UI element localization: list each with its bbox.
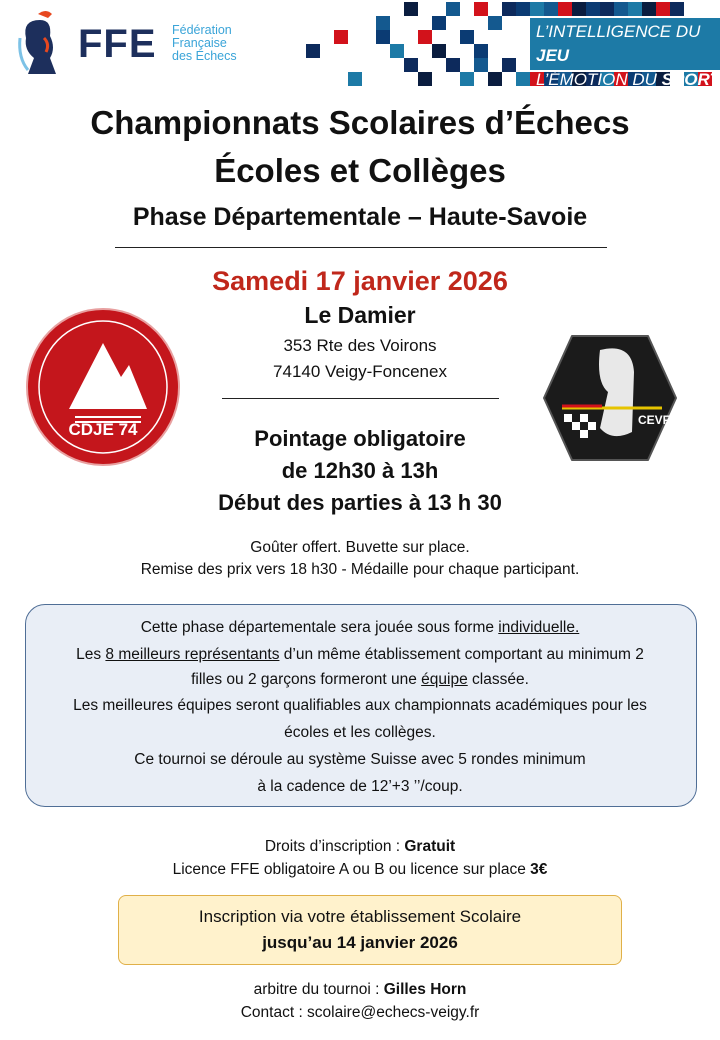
rules-line-3: filles ou 2 garçons formeront une équipe classée. <box>191 671 529 688</box>
referee-line: arbitre du tournoi : Gilles Horn <box>253 981 467 998</box>
registration-box <box>118 895 622 965</box>
banner-square <box>614 2 628 16</box>
banner-square <box>474 58 488 72</box>
banner-square <box>446 2 460 16</box>
banner-square <box>544 2 558 16</box>
banner-square <box>390 44 404 58</box>
rooster-chess-icon <box>16 8 66 84</box>
title-line-1: Championnats Scolaires d’Échecs <box>90 104 630 141</box>
event-date: Samedi 17 janvier 2026 <box>212 266 508 296</box>
banner-square <box>474 2 488 16</box>
ffe-name-line: Fédération <box>172 23 232 37</box>
banner-square <box>530 2 544 16</box>
banner-square <box>586 2 600 16</box>
start-time: Début des parties à 13 h 30 <box>218 490 502 515</box>
divider <box>222 398 499 399</box>
info-line-2: Remise des prix vers 18 h30 - Médaille pour chaque participant. <box>140 561 580 578</box>
banner-square <box>348 72 362 86</box>
rules-line-6: Ce tournoi se déroule au système Suisse avec 5 rondes minimum <box>134 751 586 768</box>
fees-line-2: Licence FFE obligatoire A ou B ou licence sur place 3€ <box>172 861 548 878</box>
banner-square <box>432 16 446 30</box>
title-line-2: Écoles et Collèges <box>214 152 506 189</box>
cdje-label: CDJE 74 <box>68 420 138 439</box>
banner-square <box>628 2 642 16</box>
divider <box>115 247 607 248</box>
ffe-name <box>172 24 237 63</box>
banner-square <box>404 2 418 16</box>
banner-square <box>572 2 586 16</box>
ffe-name-line: des Échecs <box>172 49 237 63</box>
banner-square <box>502 58 516 72</box>
banner-square <box>404 58 418 72</box>
ffe-logo <box>14 6 254 82</box>
rules-line-2: Les 8 meilleurs représentants d’un même établissement comportant au minimum 2 <box>76 646 644 663</box>
registration-line-1: Inscription via votre établissement Scolaire <box>198 907 522 926</box>
banner-square <box>488 72 502 86</box>
banner-square <box>446 58 460 72</box>
banner-square <box>460 72 474 86</box>
banner-square <box>460 30 474 44</box>
cevf-label: CEVF <box>637 413 671 427</box>
slogan: L’INTELLIGENCE DU JEU L’ÉMOTION DU SPORT <box>530 18 720 70</box>
address-line-2: 74140 Veigy-Foncenex <box>273 362 447 381</box>
rules-line-1: Cette phase départementale sera jouée sous forme individuelle. <box>140 619 580 636</box>
banner-square <box>432 44 446 58</box>
banner-square <box>488 16 502 30</box>
banner-square <box>558 2 572 16</box>
address-line-1: 353 Rte des Voirons <box>283 336 437 355</box>
banner-square <box>600 2 614 16</box>
banner-square <box>376 30 390 44</box>
banner-square <box>516 2 530 16</box>
banner-square <box>642 2 656 16</box>
cevf-logo <box>542 332 678 464</box>
fees-line-1: Droits d’inscription : Gratuit <box>264 838 456 855</box>
banner-square <box>474 44 488 58</box>
banner-square <box>418 30 432 44</box>
banner-square <box>334 30 348 44</box>
info-line-1: Goûter offert. Buvette sur place. <box>250 539 470 556</box>
rules-line-7: à la cadence de 12’+3 ’’/coup. <box>257 778 463 795</box>
checkin-line-2: de 12h30 à 13h <box>281 458 439 483</box>
subtitle: Phase Départementale – Haute-Savoie <box>132 203 588 231</box>
banner-square <box>376 16 390 30</box>
banner-square <box>656 2 670 16</box>
ffe-name-line: Française <box>172 36 227 50</box>
banner-square <box>418 72 432 86</box>
checkin-line-1: Pointage obligatoire <box>254 426 466 451</box>
contact-line: Contact : scolaire@echecs-veigy.fr <box>240 1004 480 1021</box>
rules-line-4: Les meilleures équipes seront qualifiables aux championnats académiques pour les <box>73 697 647 714</box>
banner-square <box>502 2 516 16</box>
banner-square <box>516 72 530 86</box>
venue-name: Le Damier <box>304 302 416 328</box>
ffe-acronym: FFE <box>78 22 157 66</box>
cdje74-logo <box>25 307 182 467</box>
banner-square <box>306 44 320 58</box>
banner-square <box>670 2 684 16</box>
registration-deadline: jusqu’au 14 janvier 2026 <box>262 933 458 952</box>
rules-line-5: écoles et les collèges. <box>284 724 436 741</box>
